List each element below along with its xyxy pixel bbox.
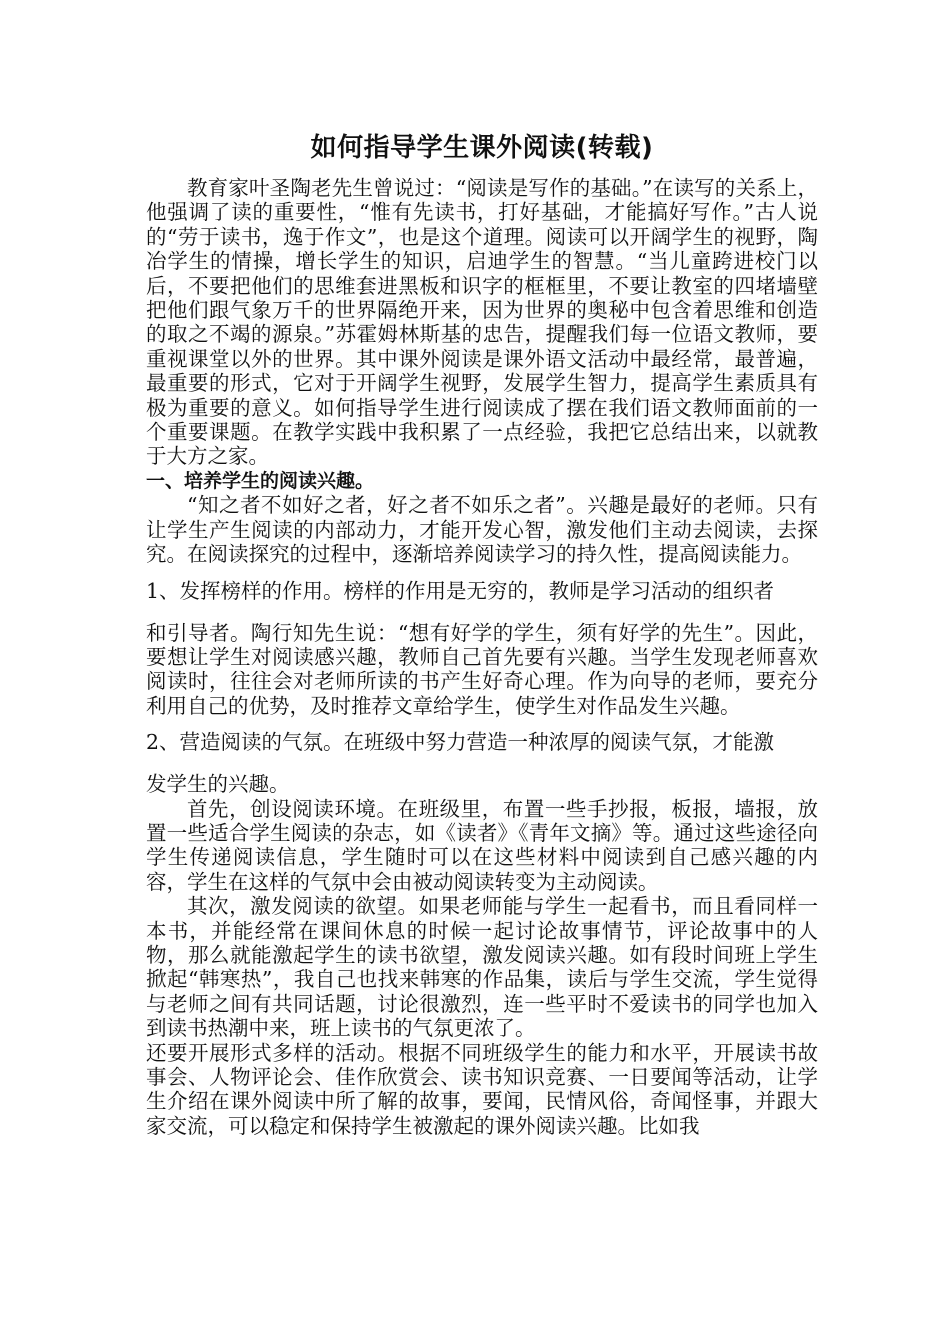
document-page [146,128,818,1138]
section-heading-1: 一、培养学生的阅读兴趣。 [146,469,375,492]
list-item-1-first-line: 1、发挥榜样的作用。榜样的作用是无穷的，教师是学习活动的组织者 [146,578,775,603]
paragraph-second: 其次，激发阅读的欲望。如果老师能与学生一起看书，而且看同样一本书，并能经常在课间休息的时候一起讨论故事情节，评论故事中的人物，那么就能激起学生的读书欲望，激发阅读兴趣。如有段时间班上学生掀起“韩寒热”，我自己也找来韩寒的作品集，读后与学生交流，学生觉得与老师之间有共同话题，讨论很激烈，连一些平时不爱读书的同学也加入到读书热潮中来，班上读书的气氛更浓了。 [146,894,818,1041]
paragraph-first: 首先，创设阅读环境。在班级里，布置一些手抄报，板报，墙报，放置一些适合学生阅读的杂志，如《读者》《青年文摘》等。通过这些途径向学生传递阅读信息，学生随时可以在这些材料中阅读到自己感兴趣的内容，学生在这样的气氛中会由被动阅读转变为主动阅读。 [146,796,818,894]
list-item-2-first-line: 2、营造阅读的气氛。在班级中努力营造一种浓厚的阅读气氛，才能激 [146,730,775,755]
section1-paragraph: “知之者不如好之者，好之者不如乐之者”。兴趣是最好的老师。只有让学生产生阅读的内部动力，才能开发心智，激发他们主动去阅读，去探究。在阅读探究的过程中，逐渐培养阅读学习的持久性，提高阅读能力。 [146,493,818,567]
list-item-2-continuation: 发学生的兴趣。 [146,772,290,797]
paragraph-third: 还要开展形式多样的活动。根据不同班级学生的能力和水平，开展读书故事会、人物评论会、佳作欣赏会、读书知识竞赛、一日要闻等活动，让学生介绍在课外阅读中所了解的故事，要闻，民情风俗，奇闻怪事，并跟大家交流，可以稳定和保持学生被激起的课外阅读兴趣。比如我 [146,1040,818,1138]
intro-paragraph: 教育家叶圣陶老先生曾说过：“阅读是写作的基础。”在读写的关系上，他强调了读的重要性，“惟有先读书，打好基础，才能搞好写作。”古人说的“劳于读书，逸于作文”，也是这个道理。阅读可以开阔学生的视野，陶冶学生的情操，增长学生的知识，启迪学生的智慧。“当儿童跨进校门以后，不要把他们的思维套进黑板和识字的框框里，不要让教室的四堵墙壁把他们跟气象万千的世界隔绝开来，因为世界的奥秘中包含着思维和创造的取之不竭的源泉。”苏霍姆林斯基的忠告，提醒我们每一位语文教师，要重视课堂以外的世界。其中课外阅读是课外语文活动中最经常，最普遍，最重要的形式，它对于开阔学生视野，发展学生智力，提高学生素质具有极为重要的意义。如何指导学生进行阅读成了摆在我们语文教师面前的一个重要课题。在教学实践中我积累了一点经验，我把它总结出来，以就教于大方之家。 [146,176,818,469]
list-item-1-continuation: 和引导者。陶行知先生说：“想有好学的学生，须有好学的先生”。因此，要想让学生对阅读感兴趣，教师自己首先要有兴趣。当学生发现老师喜欢阅读时，往往会对老师所读的书产生好奇心理。作为向导的老师，要充分利用自己的优势，及时推荐文章给学生，使学生对作品发生兴趣。 [146,620,818,718]
document-title: 如何指导学生课外阅读(转载) [310,133,654,163]
